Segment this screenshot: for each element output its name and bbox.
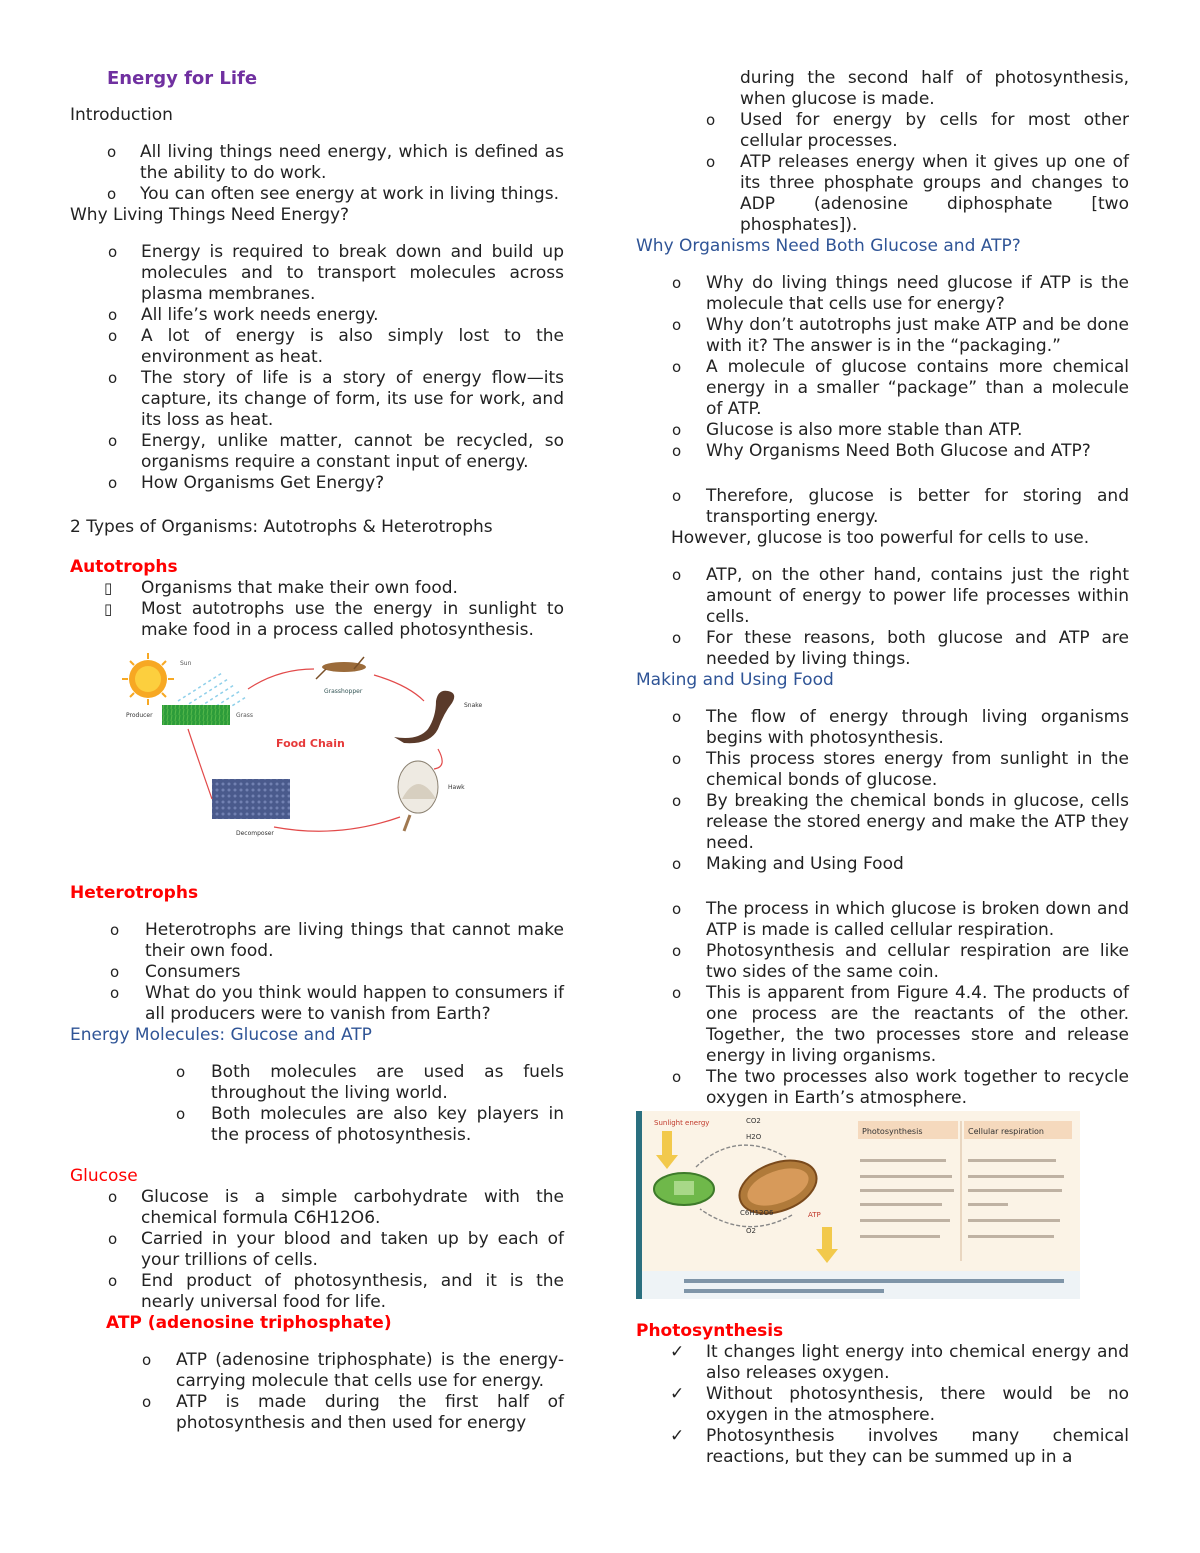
why-list bbox=[70, 242, 564, 494]
list-item: o All life’s work needs energy. bbox=[108, 305, 379, 325]
bullet-icon: o bbox=[672, 358, 682, 376]
list-item: ✓ Photosynthesis involves many chemical reactions, but they can be summed up in a bbox=[670, 1426, 1129, 1467]
bullet-icon: o bbox=[672, 421, 682, 439]
atp-list bbox=[70, 1350, 564, 1434]
bullet-icon: o bbox=[142, 1393, 152, 1411]
food-chain-figure bbox=[118, 649, 558, 847]
list-item: o Consumers bbox=[110, 962, 241, 982]
bullet-icon: o bbox=[672, 984, 682, 1002]
list-item: o Both molecules are used as fuels throughout the living world. bbox=[176, 1062, 564, 1103]
list-item: o The process in which glucose is broken down and ATP is made is called cellular respiration. bbox=[672, 899, 1129, 940]
glucose-heading: Glucose bbox=[70, 1166, 138, 1186]
snake-image bbox=[394, 691, 454, 744]
bullet-icon: o bbox=[706, 153, 716, 171]
checkmark-icon: ✓ bbox=[670, 1426, 685, 1446]
photosynthesis-heading: Photosynthesis bbox=[636, 1321, 784, 1341]
food-chain-label-sun: Sun bbox=[180, 660, 192, 667]
hawk-image bbox=[398, 761, 438, 831]
document-title: Energy for Life bbox=[107, 68, 258, 89]
bullet-icon: o bbox=[142, 1351, 152, 1369]
list-item: o Photosynthesis and cellular respiration are like two sides of the same coin. bbox=[672, 941, 1129, 982]
bullet-icon: o bbox=[107, 185, 117, 203]
list-item: o This process stores energy from sunlight in the chemical bonds of glucose. bbox=[672, 749, 1129, 790]
list-item: o ATP (adenosine triphosphate) is the energy-carrying molecule that cells use for energy. bbox=[142, 1350, 564, 1391]
list-item: o ATP releases energy when it gives up one of its three phosphate groups and changes to ADP (adenosine diphosphate [two phosphates]). bbox=[706, 152, 1129, 235]
bullet-icon: o bbox=[108, 432, 118, 450]
list-item: o The story of life is a story of energy flow—its capture, its change of form, its use for work, and its loss as heat. bbox=[108, 368, 564, 430]
list-item: o Glucose is also more stable than ATP. bbox=[672, 420, 1023, 440]
checkmark-icon: ✓ bbox=[670, 1384, 685, 1404]
bullet-icon: o bbox=[110, 921, 120, 939]
bullet-icon: o bbox=[672, 750, 682, 768]
list-item: o ATP, on the other hand, contains just the right amount of energy to power life processes within cells. bbox=[672, 565, 1129, 627]
list-item: o Used for energy by cells for most other cellular processes. bbox=[706, 110, 1129, 151]
photosynthesis-respiration-figure bbox=[636, 1111, 1080, 1299]
making-heading: Making and Using Food bbox=[636, 670, 834, 690]
list-item: o Making and Using Food bbox=[672, 854, 904, 874]
list-item: o Glucose is a simple carbohydrate with the chemical formula C6H12O6. bbox=[108, 1187, 564, 1228]
list-item: o Carried in your blood and taken up by each of your trillions of cells. bbox=[108, 1229, 564, 1270]
food-chain-label-snake: Snake bbox=[464, 702, 483, 709]
bullet-icon: o bbox=[672, 566, 682, 584]
list-item: o Therefore, glucose is better for storing and transporting energy. bbox=[672, 486, 1129, 527]
food-chain-label-grasshopper: Grasshopper bbox=[324, 688, 363, 695]
types-heading: 2 Types of Organisms: Autotrophs & Heterotrophs bbox=[70, 517, 493, 537]
photosynthesis-column-title: Photosynthesis bbox=[862, 1127, 923, 1136]
list-item: o The two processes also work together to recycle oxygen in Earth’s atmosphere. bbox=[672, 1067, 1129, 1108]
bullet-icon: o bbox=[108, 306, 118, 324]
bullet-icon: o bbox=[672, 1068, 682, 1086]
list-item: ▯ Organisms that make their own food. bbox=[104, 578, 458, 598]
list-item: o How Organisms Get Energy? bbox=[108, 473, 385, 493]
figure-glucose-label: C6H12O6 bbox=[740, 1209, 774, 1217]
bullet-icon: o bbox=[672, 792, 682, 810]
sun-icon bbox=[122, 653, 174, 705]
list-item: o End product of photosynthesis, and it is the nearly universal food for life. bbox=[108, 1271, 564, 1312]
list-item: o A lot of energy is also simply lost to the environment as heat. bbox=[108, 326, 564, 367]
bullet-icon: o bbox=[672, 900, 682, 918]
figure-atp-label: ATP bbox=[808, 1211, 821, 1219]
list-item: o Why do living things need glucose if ATP is the molecule that cells use for energy? bbox=[672, 273, 1129, 314]
list-item: o What do you think would happen to consumers if all producers were to vanish from Earth? bbox=[110, 983, 564, 1024]
figure-co2-label: CO2 bbox=[746, 1117, 761, 1125]
list-item: ✓ It changes light energy into chemical energy and also releases oxygen. bbox=[670, 1342, 1129, 1383]
bullet-icon: o bbox=[108, 243, 118, 261]
respiration-list bbox=[636, 899, 1129, 1109]
food-chain-label-grass: Grass bbox=[236, 712, 254, 719]
therefore-list bbox=[636, 486, 1129, 528]
why-both-heading: Why Organisms Need Both Glucose and ATP? bbox=[636, 236, 1021, 256]
bullet-icon: o bbox=[108, 1272, 118, 1290]
bullet-icon: o bbox=[672, 442, 682, 460]
bullet-icon: o bbox=[672, 487, 682, 505]
food-chain-label-producer: Producer bbox=[126, 712, 153, 719]
bullet-icon: ▯ bbox=[104, 579, 113, 597]
list-item: o Both molecules are also key players in the process of photosynthesis. bbox=[176, 1104, 564, 1145]
bullet-icon: o bbox=[672, 942, 682, 960]
autotrophs-list bbox=[70, 578, 564, 641]
bullet-icon: o bbox=[108, 327, 118, 345]
intro-heading: Introduction bbox=[70, 105, 173, 125]
list-item: o Energy is required to break down and build up molecules and to transport molecules across plasma membranes. bbox=[108, 242, 564, 304]
atp-heading: ATP (adenosine triphosphate) bbox=[106, 1313, 392, 1333]
bullet-icon: o bbox=[176, 1063, 186, 1081]
bullet-icon: o bbox=[672, 855, 682, 873]
autotrophs-heading: Autotrophs bbox=[70, 557, 178, 577]
checkmark-icon: ✓ bbox=[670, 1342, 685, 1362]
list-item: o ATP is made during the first half of photosynthesis and then used for energy bbox=[142, 1392, 564, 1433]
bullet-icon: o bbox=[110, 963, 120, 981]
list-item: o For these reasons, both glucose and ATP are needed by living things. bbox=[672, 628, 1129, 669]
bullet-icon: o bbox=[108, 369, 118, 387]
bullet-icon: o bbox=[672, 629, 682, 647]
list-item: ▯ Most autotrophs use the energy in sunlight to make food in a process called photosynthesis. bbox=[104, 599, 564, 640]
atp-more-list bbox=[636, 110, 1129, 236]
food-chain-label-decomposer: Decomposer bbox=[236, 830, 274, 837]
energy-molecules-list bbox=[70, 1062, 564, 1146]
making-list bbox=[636, 707, 1129, 875]
photosynthesis-list bbox=[636, 1342, 1129, 1468]
left-column bbox=[70, 68, 564, 1434]
intro-list bbox=[70, 142, 564, 205]
bullet-icon: o bbox=[672, 316, 682, 334]
food-chain-title: Food Chain bbox=[276, 737, 345, 750]
list-item: o Energy, unlike matter, cannot be recycled, so organisms require a constant input of energy. bbox=[108, 431, 564, 472]
why-both-list bbox=[636, 273, 1129, 462]
bullet-icon: o bbox=[176, 1105, 186, 1123]
bullet-icon: o bbox=[108, 474, 118, 492]
bullet-icon: o bbox=[672, 274, 682, 292]
grasshopper-image bbox=[316, 657, 366, 679]
list-item: o By breaking the chemical bonds in glucose, cells release the stored energy and make the ATP they need. bbox=[672, 791, 1129, 853]
figure-o2-label: O2 bbox=[746, 1227, 756, 1235]
why-heading: Why Living Things Need Energy? bbox=[70, 205, 350, 225]
right-column bbox=[636, 68, 1129, 1468]
respiration-column-title: Cellular respiration bbox=[968, 1127, 1044, 1136]
bullet-icon: o bbox=[107, 143, 117, 161]
bullet-icon: o bbox=[672, 708, 682, 726]
heterotrophs-list bbox=[70, 920, 564, 1025]
figure-h2o-label: H2O bbox=[746, 1133, 762, 1141]
list-item: o You can often see energy at work in living things. bbox=[107, 184, 559, 204]
bullet-icon: o bbox=[110, 984, 120, 1002]
food-chain-label-hawk: Hawk bbox=[448, 784, 465, 791]
list-item: o The flow of energy through living organisms begins with photosynthesis. bbox=[672, 707, 1129, 748]
list-item: o Heterotrophs are living things that cannot make their own food. bbox=[110, 920, 564, 961]
atp-continued-text: during the second half of photosynthesis, when glucose is made. bbox=[740, 68, 1129, 109]
however-text: However, glucose is too powerful for cells to use. bbox=[671, 528, 1090, 548]
bullet-icon: o bbox=[108, 1230, 118, 1248]
bullet-icon: o bbox=[108, 1188, 118, 1206]
list-item: o Why don’t autotrophs just make ATP and be done with it? The answer is in the “packaging.” bbox=[672, 315, 1129, 356]
bullet-icon: ▯ bbox=[104, 600, 113, 618]
list-item: ✓ Without photosynthesis, there would be no oxygen in the atmosphere. bbox=[670, 1384, 1129, 1425]
atp-right-list bbox=[636, 565, 1129, 670]
heterotrophs-heading: Heterotrophs bbox=[70, 883, 199, 903]
list-item: o This is apparent from Figure 4.4. The products of one process are the reactants of the other. Together, the two processes store and release energy in living organisms. bbox=[672, 983, 1129, 1066]
list-item: o All living things need energy, which is defined as the ability to do work. bbox=[107, 142, 564, 183]
glucose-list bbox=[70, 1187, 564, 1313]
figure-sunlight-label: Sunlight energy bbox=[654, 1119, 710, 1127]
list-item: o Why Organisms Need Both Glucose and ATP? bbox=[672, 441, 1091, 461]
energy-molecules-heading: Energy Molecules: Glucose and ATP bbox=[70, 1025, 372, 1045]
bullet-icon: o bbox=[706, 111, 716, 129]
list-item: o A molecule of glucose contains more chemical energy in a smaller “package” than a molecule of ATP. bbox=[672, 357, 1129, 419]
